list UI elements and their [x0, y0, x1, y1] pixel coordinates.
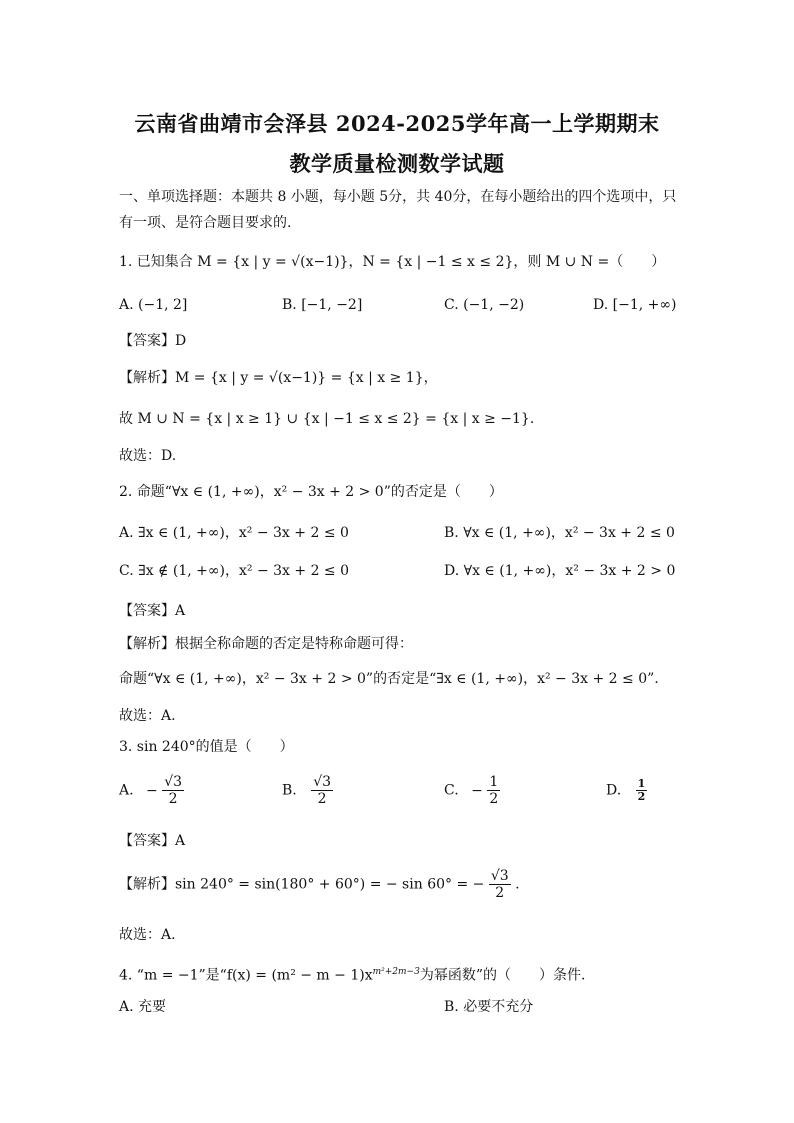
q3-option-a-denominator: 2 — [168, 791, 178, 807]
q1-analysis-1: 【解析】M = {x | y = √(x−1)} = {x | x ≥ 1}， — [119, 370, 438, 386]
q3-option-c-denominator: 2 — [489, 791, 499, 807]
q3-option-c-label: C. — [444, 782, 459, 799]
q3-analysis-prefix: 【解析】sin 240° = sin(180° + 60°) = − sin 60° = − — [119, 876, 485, 893]
q4-option-a: A. 充要 — [119, 999, 167, 1015]
q2-stem: 2. 命题“∀x ∈ (1, +∞)，x² − 3x + 2 > 0”的否定是（ ） — [119, 484, 503, 500]
section-header: 一、单项选择题：本题共 8 小题，每小题 5分，共 40分，在每小题给出的四个选项中，只有一项、是符合题目要求的. — [119, 189, 677, 231]
q3-option-c-numerator: 1 — [489, 774, 499, 790]
q4-stem-prefix: 4. “m = −1”是“f(x) = (m² − m − 1)x — [119, 967, 373, 984]
q1-option-a: A. (−1, 2] — [119, 297, 188, 313]
q3-option-d-denominator: 2 — [637, 790, 646, 803]
q3-answer: 【答案】A — [119, 833, 186, 849]
q3-option-a-label: A. — [119, 782, 134, 799]
q4-stem-suffix: 为幂函数”的（ ）条件. — [419, 967, 586, 984]
q2-option-d: D. ∀x ∈ (1, +∞)，x² − 3x + 2 > 0 — [444, 563, 676, 579]
q2-option-a: A. ∃x ∈ (1, +∞)，x² − 3x + 2 ≤ 0 — [119, 525, 349, 541]
q3-option-a-fraction — [162, 774, 184, 807]
q3-option-d-label: D. — [606, 782, 622, 799]
q2-conclusion: 故选：A. — [119, 708, 176, 724]
q2-analysis-1: 【解析】根据全称命题的否定是特称命题可得： — [119, 636, 413, 652]
q2-option-b: B. ∀x ∈ (1, +∞)，x² − 3x + 2 ≤ 0 — [444, 525, 675, 541]
q3-analysis — [119, 868, 520, 901]
q3-option-b-fraction — [311, 774, 333, 807]
q2-option-c: C. ∃x ∉ (1, +∞)，x² − 3x + 2 ≤ 0 — [119, 563, 350, 579]
q1-analysis-2: 故 M ∪ N = {x | x ≥ 1} ∪ {x | −1 ≤ x ≤ 2} = {x | x ≥ −1}. — [119, 411, 535, 427]
q3-conclusion: 故选：A. — [119, 927, 176, 943]
q3-option-d — [606, 778, 647, 803]
q3-option-c-sign: − — [471, 782, 483, 799]
q3-analysis-fraction — [489, 868, 511, 901]
q4-option-b: B. 必要不充分 — [444, 999, 534, 1015]
q4-stem — [119, 962, 585, 986]
q1-stem: 1. 已知集合 M = {x | y = √(x−1)}，N = {x | −1 ≤ x ≤ 2}，则 M ∪ N =（ ） — [119, 254, 666, 270]
q3-option-d-fraction — [636, 778, 648, 803]
q1-option-d: D. [−1, +∞) — [593, 297, 677, 313]
q4-stem-exponent: m²+2m−3 — [372, 967, 420, 977]
q3-analysis-denominator: 2 — [495, 885, 505, 901]
q3-stem: 3. sin 240°的值是（ ） — [119, 739, 294, 755]
q3-option-a — [119, 774, 184, 807]
q3-option-a-sign: − — [146, 782, 158, 799]
q2-answer: 【答案】A — [119, 603, 186, 619]
q1-conclusion: 故选：D. — [119, 448, 177, 464]
q3-option-a-numerator: √3 — [164, 774, 183, 790]
doc-title-line2: 教学质量检测数学试题 — [289, 151, 505, 176]
q3-option-b-numerator: √3 — [313, 774, 332, 790]
q3-option-d-numerator: 1 — [637, 777, 646, 790]
q1-option-c: C. (−1, −2) — [444, 297, 525, 313]
q3-analysis-end: . — [515, 876, 520, 893]
q3-option-b-label: B. — [282, 782, 297, 799]
doc-title-line1: 云南省曲靖市会泽县 2024-2025学年高一上学期期末 — [134, 111, 660, 136]
q3-option-c — [444, 774, 500, 807]
q2-analysis-2: 命题“∀x ∈ (1, +∞)，x² − 3x + 2 > 0”的否定是“∃x ∈ (1, +∞)，x² − 3x + 2 ≤ 0”. — [119, 671, 659, 687]
q3-option-c-fraction — [487, 774, 500, 807]
q3-option-b — [282, 774, 333, 807]
q3-option-b-denominator: 2 — [317, 791, 327, 807]
q1-answer: 【答案】D — [119, 333, 187, 349]
q1-option-b: B. [−1, −2] — [282, 297, 363, 313]
q3-analysis-numerator: √3 — [490, 868, 509, 884]
